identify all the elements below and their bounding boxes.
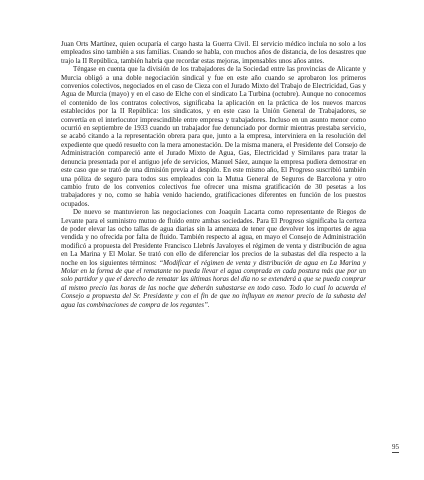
page-number: 95: [392, 443, 399, 451]
paragraph-3-text: De nuevo se mantuvieron las negociaciones con Joaquín Lacarta como representante de Riegos de Levante para el suministro mutuo de fluido entre ambas sociedades. Para El Progreso significaba la certeza de poder elevar las ocho tallas de agua diarias sin la amenaza de tener que devolver los importes de agua vendida y no ofrecida por falta de fluido. También respecto al agua, en mayo el Consejo de Administración modificó a propuesta del Presidente Francisco Llebrés Javaloyes el régimen de venta y distribución de agua en La Marina y El Molar. Se trató con ello de diferenciar los precios de la subastas del día respecto a la noche en los siguientes términos:: [61, 208, 366, 267]
paragraph-1: Juan Orts Martínez, quien ocuparía el cargo hasta la Guerra Civil. El servicio médico incluía no solo a los empleados sino también a sus familias. Cuando se habla, con muchos años de distancia, de los desastres que trajo la II República, también habría que recordar estas mejoras, impensables unos años antes.: [61, 40, 366, 65]
council-minutes-quote: “Modificar el régimen de venta y distribución de agua en La Marina y Molar en la forma de que el rematante no pueda llevar el agua comprada en cada postura más que por un solo partidor y que el derecho de rematar las últimas horas del día no se extenderá a que se pueda comprar al mismo precio las horas de las noche que deberán subastarse en todo caso. Todo lo cual lo acuerda el Consejo a propuesta del Sr. Presidente y con el fin de que no influyan en menor precio de la subasta del agua las combinaciones de compra de los regantes”.: [61, 258, 366, 309]
paragraph-2: Téngase en cuenta que la división de los trabajadores de la Sociedad entre las provincias de Alicante y Murcia obligó a una doble negociación sindical y fue en este año cuando se aprobaron los primeros convenios colectivos, negociados en el caso de Cieza con el Jurado Mixto del Trabajo de Electricidad, Gas y Agua de Murcia (mayo) y en el caso de Elche con el sindicato La Turbina (octubre). Aunque no conocemos el contenido de los contratos colectivos, significaba la aplicación en la práctica de los nuevos marcos establecidos por la II República: los sindicatos, y en este caso la Unión General de Trabajadores, se convertía en el interlocutor imprescindible entre empresa y trabajadores. Incluso en un asunto menor como ocurrió en septiembre de 1933 cuando un trabajador fue denunciado por dormir mientras prestaba servicio, se acabó citando a la representación obrera para que, junto a la empresa, interviniera en la resolución del expediente que quedó resuelto con la mera amonestación. De la misma manera, el Presidente del Consejo de Administración compareció ante el Jurado Mixto de Agua, Gas, Electricidad y Similares para tratar la denuncia presentada por el antiguo jefe de servicios, Manuel Sáez, aunque la empresa pudiera demostrar en este caso que se trató de una dimisión previa al despido. En este mismo año, El Progreso suscribió también una póliza de seguro para todos sus empleados con la Mutua General de Seguros de Barcelona y otro cambio fruto de los convenios colectivos fue ofrecer una misma gratificación de 30 pesetas a los trabajadores y no, como se había venido haciendo, gratificaciones diferentes en función de los puestos ocupados.: [61, 65, 366, 208]
paragraph-3: [61, 208, 366, 309]
body-text: [61, 40, 366, 309]
